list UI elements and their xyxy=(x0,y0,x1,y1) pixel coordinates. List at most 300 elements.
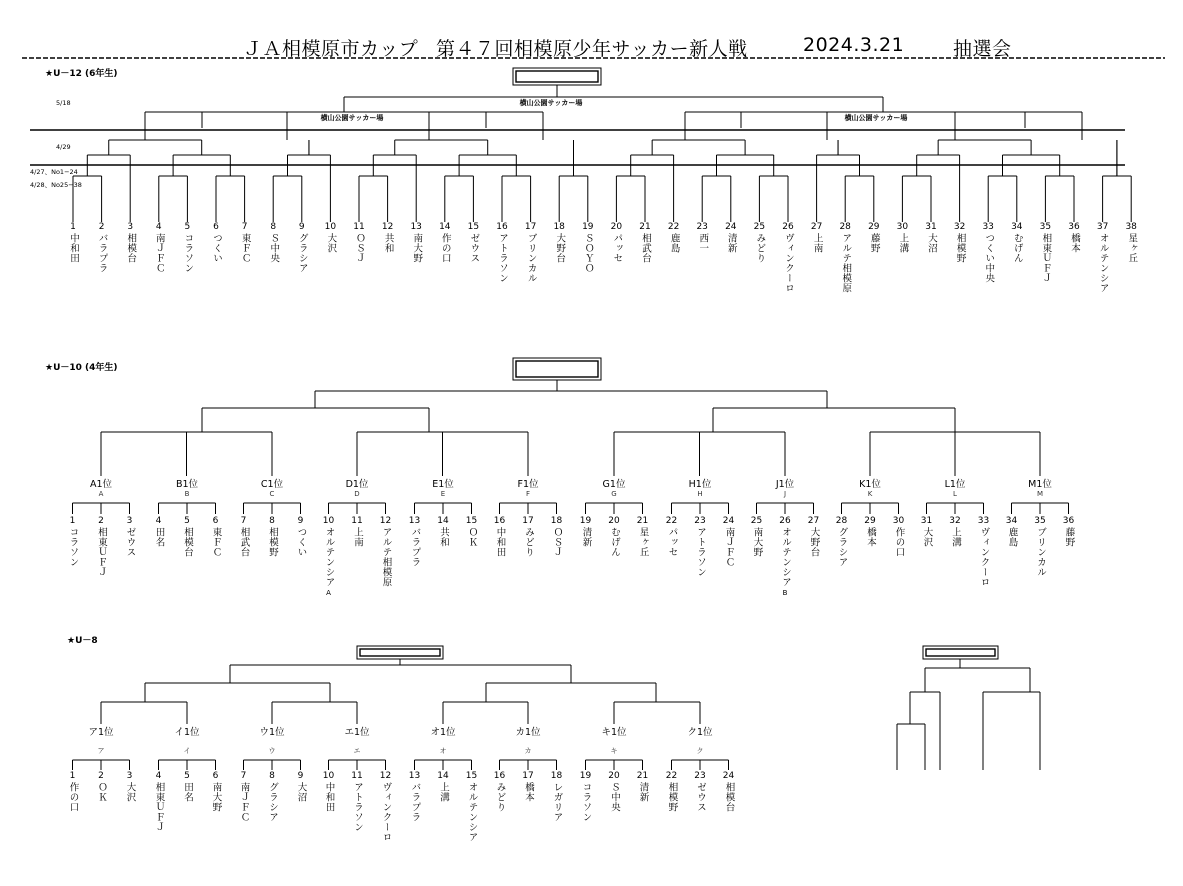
team-entry xyxy=(266,221,280,263)
team-entry xyxy=(1062,515,1076,547)
team-number: 33 xyxy=(977,516,990,526)
team-number: 14 xyxy=(439,222,451,232)
team-name: 鹿島 xyxy=(668,233,680,253)
team-number: 6 xyxy=(212,516,219,526)
team-name: 橋本 xyxy=(523,782,534,802)
team-number: 19 xyxy=(579,771,592,781)
group-winner-label: F1位 xyxy=(517,479,539,490)
group-letter: C xyxy=(269,490,275,498)
team-entry xyxy=(638,221,652,263)
team-entry xyxy=(579,770,593,822)
team-entry xyxy=(350,770,364,832)
u12-date-final: 5/18 xyxy=(56,99,71,107)
team-name: むげん xyxy=(1011,233,1023,263)
team-name: みどり xyxy=(494,782,506,812)
team-name: 上溝 xyxy=(950,527,961,547)
team-entry xyxy=(579,515,593,547)
team-entry xyxy=(1067,221,1081,253)
team-number: 4 xyxy=(155,516,162,526)
team-name: 作の口 xyxy=(893,527,905,557)
team-name: 作の口 xyxy=(439,233,451,263)
team-entry xyxy=(493,770,507,812)
team-name: 上南 xyxy=(811,233,823,253)
team-entry xyxy=(981,221,995,283)
team-entry xyxy=(636,515,650,557)
group-letter: F xyxy=(525,490,531,498)
team-number: 35 xyxy=(1039,222,1052,232)
team-entry xyxy=(322,515,336,599)
team-name: グラシア xyxy=(296,233,308,273)
page-title xyxy=(0,34,1183,58)
team-number: 13 xyxy=(408,516,421,526)
group-winner-label: K1位 xyxy=(859,479,881,490)
team-name: 藤野 xyxy=(868,233,880,253)
team-number: 24 xyxy=(722,516,735,526)
team-entry xyxy=(265,770,279,822)
team-entry xyxy=(237,770,251,822)
team-entry xyxy=(552,221,566,263)
team-number: 23 xyxy=(696,222,708,232)
team-entry xyxy=(521,515,535,557)
team-number: 28 xyxy=(835,516,848,526)
team-name: オルテンシア xyxy=(1097,233,1109,293)
team-name: バラプラ xyxy=(409,782,421,822)
team-entry xyxy=(123,221,137,263)
team-entry xyxy=(294,515,308,557)
group-winner-label: A1位 xyxy=(89,479,113,490)
team-entry xyxy=(810,221,824,253)
team-number: 1 xyxy=(69,516,76,526)
team-name: ヴィンクーロ xyxy=(380,782,392,842)
group-letter: イ xyxy=(183,747,191,755)
team-entry xyxy=(550,515,564,557)
team-number: 5 xyxy=(184,771,190,781)
team-entry xyxy=(180,515,194,557)
team-entry xyxy=(977,515,991,587)
team-name: 相模台 xyxy=(182,527,193,557)
team-number: 4 xyxy=(155,771,162,781)
team-entry xyxy=(1005,515,1019,547)
team-entry xyxy=(238,221,252,263)
team-number: 23 xyxy=(694,516,706,526)
team-name: 東ＦＣ xyxy=(210,527,222,557)
team-name: 共和 xyxy=(438,527,449,547)
team-number: 1 xyxy=(70,222,76,232)
team-entry xyxy=(152,515,166,547)
group-winner-label: L1位 xyxy=(944,479,966,490)
team-entry xyxy=(123,515,137,557)
team-name: 中和田 xyxy=(68,233,79,263)
team-name: バラプラ xyxy=(96,233,108,273)
team-number: 2 xyxy=(98,222,105,232)
team-name: 南大野 xyxy=(210,782,222,812)
team-name: 大沢 xyxy=(921,527,933,547)
group-letter: B xyxy=(184,490,190,498)
team-entry xyxy=(66,515,80,567)
team-number: 22 xyxy=(665,771,678,781)
team-name: 南大野 xyxy=(411,233,423,263)
team-name: ブリンカル xyxy=(525,233,537,283)
team-number: 2 xyxy=(98,771,104,781)
group-letter: ウ xyxy=(268,747,276,755)
u8-heading: ★U－8 xyxy=(67,636,98,646)
team-entry xyxy=(752,221,766,263)
team-entry xyxy=(409,221,423,263)
group-winner-label: H1位 xyxy=(688,479,712,490)
team-name: 相東ＵＦＪ xyxy=(153,782,165,832)
group-letter: J xyxy=(783,490,787,498)
u8-side-box xyxy=(923,646,998,659)
team-entry xyxy=(237,515,251,557)
team-name: ヴィンクーロ xyxy=(783,233,794,293)
team-entry xyxy=(863,515,877,547)
team-entry xyxy=(436,770,450,802)
team-name: みどり xyxy=(754,233,766,263)
team-entry xyxy=(94,515,108,577)
team-number: 27 xyxy=(810,222,823,232)
team-name: ヴィンクーロ xyxy=(978,527,990,587)
group-letter: A xyxy=(98,490,104,498)
team-number: 11 xyxy=(353,222,365,232)
team-entry xyxy=(722,770,736,812)
team-name: 大沼 xyxy=(926,233,937,253)
team-entry xyxy=(322,770,336,812)
team-number: 8 xyxy=(269,516,275,526)
team-entry xyxy=(948,515,962,547)
team-number: 36 xyxy=(1062,516,1075,526)
team-number: 33 xyxy=(982,222,994,232)
team-entry xyxy=(152,221,166,273)
team-number: 12 xyxy=(379,771,392,781)
team-entry xyxy=(835,515,849,567)
team-entry xyxy=(693,515,707,577)
team-number: 10 xyxy=(322,516,335,526)
group-letter: G xyxy=(611,490,617,498)
group-letter: K xyxy=(867,490,873,498)
team-entry xyxy=(209,770,223,812)
team-number: 8 xyxy=(270,222,277,232)
team-name: パッセ xyxy=(611,233,623,263)
team-number: 1 xyxy=(69,771,76,781)
team-name: Ｓ中央 xyxy=(268,233,280,263)
team-name: 橋本 xyxy=(1069,233,1080,253)
team-name: Ｓ中央 xyxy=(609,782,620,812)
team-name: グラシア xyxy=(267,782,278,822)
u10-heading: ★U－10 (4年生) xyxy=(45,363,118,373)
team-entry xyxy=(495,221,509,283)
team-name: 相模台 xyxy=(723,782,735,812)
team-entry xyxy=(95,221,109,273)
team-number: 7 xyxy=(240,516,247,526)
team-entry xyxy=(778,515,792,599)
team-number: 15 xyxy=(465,516,478,526)
group-winner-label: カ1位 xyxy=(515,727,541,738)
team-number: 9 xyxy=(297,516,304,526)
team-number: 18 xyxy=(550,771,563,781)
team-entry xyxy=(295,221,309,273)
team-name: つくい xyxy=(295,527,307,557)
u12-venue-semi-right: 横山公園サッカー場 xyxy=(844,114,908,122)
team-number: 34 xyxy=(1011,222,1023,232)
team-name: 清新 xyxy=(580,527,592,547)
team-number: 29 xyxy=(864,516,876,526)
team-number: 18 xyxy=(553,222,565,232)
team-name: 大野台 xyxy=(808,527,820,557)
group-winner-label: ウ1位 xyxy=(259,727,285,738)
team-entry xyxy=(636,770,650,802)
group-winner-label: ア1位 xyxy=(88,727,114,738)
u12-date-round2: 4/29 xyxy=(56,143,71,151)
team-number: 16 xyxy=(493,516,506,526)
team-name: アルテ相模原 xyxy=(380,527,392,587)
group-winner-label: E1位 xyxy=(432,479,454,490)
team-number: 24 xyxy=(722,771,735,781)
team-entry xyxy=(1038,221,1052,283)
team-number: 17 xyxy=(522,516,534,526)
team-name: レガリア xyxy=(551,782,563,822)
team-name: 相模野 xyxy=(954,233,966,263)
team-entry xyxy=(352,221,366,263)
team-entry xyxy=(265,515,279,557)
team-number: 31 xyxy=(925,222,937,232)
team-number: 19 xyxy=(582,222,594,232)
team-name: 星ヶ丘 xyxy=(637,527,649,557)
u12-date-round1a: 4/27、No1−24 xyxy=(30,168,78,176)
u12-venue-final: 横山公園サッカー場 xyxy=(519,99,583,107)
group-letter: H xyxy=(697,490,703,498)
team-name: 大野台 xyxy=(554,233,566,263)
team-number: 2 xyxy=(98,516,104,526)
team-name: みどり xyxy=(523,527,534,557)
team-suffix: A xyxy=(326,589,331,597)
group-letter: カ xyxy=(524,747,532,755)
team-number: 38 xyxy=(1125,222,1137,232)
team-name: コラソン xyxy=(580,782,592,822)
team-name: ＳＯＹＯ xyxy=(582,233,594,273)
team-number: 34 xyxy=(1005,516,1018,526)
team-entry xyxy=(665,515,679,557)
team-number: 16 xyxy=(496,222,508,232)
team-suffix: B xyxy=(782,589,788,597)
team-number: 5 xyxy=(184,516,190,526)
team-name: 藤野 xyxy=(1063,527,1075,547)
team-number: 16 xyxy=(493,771,506,781)
team-number: 11 xyxy=(351,771,363,781)
team-name: 上溝 xyxy=(897,233,909,253)
team-name: 星ヶ丘 xyxy=(1126,233,1138,263)
team-name: 中和田 xyxy=(323,782,335,812)
team-entry xyxy=(94,770,108,802)
team-number: 29 xyxy=(868,222,880,232)
team-name: つくい中央 xyxy=(983,233,995,283)
team-number: 35 xyxy=(1034,516,1046,526)
team-number: 11 xyxy=(351,516,363,526)
team-number: 17 xyxy=(524,222,537,232)
team-entry xyxy=(123,770,137,802)
team-entry xyxy=(66,770,80,812)
group-letter: ク xyxy=(696,747,704,755)
team-number: 8 xyxy=(269,771,275,781)
team-number: 12 xyxy=(381,222,394,232)
group-letter: M xyxy=(1036,490,1044,498)
team-name: オルテンシア xyxy=(323,527,335,587)
team-entry xyxy=(1124,221,1138,263)
team-name: アトラソン xyxy=(352,782,363,832)
team-name: オルテンシア xyxy=(466,782,478,842)
team-number: 30 xyxy=(896,222,909,232)
team-name: 相東ＵＦＪ xyxy=(96,527,107,577)
team-name: 相武台 xyxy=(238,527,250,557)
team-name: つくい xyxy=(211,233,222,263)
team-entry xyxy=(436,515,450,547)
team-number: 22 xyxy=(667,222,680,232)
team-entry xyxy=(867,221,881,253)
team-entry xyxy=(294,770,308,802)
team-entry xyxy=(924,221,938,253)
team-number: 20 xyxy=(610,222,623,232)
team-number: 26 xyxy=(779,516,791,526)
team-name: ＯＳＪ xyxy=(354,233,365,263)
team-entry xyxy=(524,221,538,283)
team-name: コラソン xyxy=(182,233,194,273)
team-name: 西一 xyxy=(697,233,709,253)
team-number: 25 xyxy=(753,222,766,232)
team-name: 南ＪＦＣ xyxy=(153,233,165,273)
group-winner-label: G1位 xyxy=(602,479,626,490)
team-number: 10 xyxy=(322,771,335,781)
team-name: 田名 xyxy=(182,782,193,802)
team-name: 中和田 xyxy=(494,527,506,557)
team-name: 南大野 xyxy=(751,527,763,557)
team-entry xyxy=(1096,221,1110,293)
team-entry xyxy=(493,515,507,557)
u12-venue-semi-left: 横山公園サッカー場 xyxy=(320,114,384,122)
team-number: 15 xyxy=(467,222,480,232)
team-entry xyxy=(381,221,395,253)
team-name: 清新 xyxy=(637,782,649,802)
team-name: 南ＪＦＣ xyxy=(723,527,735,567)
team-entry xyxy=(438,221,452,263)
team-entry xyxy=(465,515,479,547)
team-number: 15 xyxy=(465,771,478,781)
team-name: 鹿島 xyxy=(1006,527,1018,547)
team-entry xyxy=(750,515,764,557)
title-event: 第４７回相模原少年サッカー新人戦 xyxy=(436,38,748,60)
team-name: 相模野 xyxy=(666,782,678,812)
team-number: 3 xyxy=(127,222,134,232)
team-name: ＯＫ xyxy=(466,527,478,547)
team-number: 22 xyxy=(665,516,678,526)
team-number: 6 xyxy=(213,222,219,232)
team-number: 26 xyxy=(782,222,794,232)
team-entry xyxy=(379,770,393,842)
team-name: 相模野 xyxy=(267,527,278,557)
team-entry xyxy=(209,515,223,557)
team-number: 20 xyxy=(608,771,620,781)
group-letter: キ xyxy=(610,747,618,755)
team-number: 32 xyxy=(953,222,966,232)
team-name: 田名 xyxy=(153,527,165,547)
team-name: オルテンシア xyxy=(780,527,791,587)
group-letter: E xyxy=(440,490,446,498)
team-number: 7 xyxy=(240,771,247,781)
group-winner-label: オ1位 xyxy=(430,727,456,738)
team-name: アトラソン xyxy=(497,233,508,283)
title-date: 2024.3.21 xyxy=(803,34,905,56)
team-name: 大沢 xyxy=(124,782,136,802)
team-entry xyxy=(66,221,80,263)
team-name: グラシア xyxy=(836,527,848,567)
team-number: 21 xyxy=(639,222,651,232)
team-number: 5 xyxy=(184,222,191,232)
team-number: 20 xyxy=(608,516,620,526)
team-number: 18 xyxy=(550,516,563,526)
group-winner-label: B1位 xyxy=(175,479,199,490)
team-name: 清新 xyxy=(725,233,737,253)
group-winner-label: C1位 xyxy=(260,479,284,490)
group-winner-label: M1位 xyxy=(1028,479,1052,490)
team-entry xyxy=(920,515,934,547)
u8-champion-box xyxy=(357,646,443,659)
team-entry xyxy=(152,770,166,832)
team-entry xyxy=(323,221,337,253)
team-name: 橋本 xyxy=(865,527,876,547)
team-entry xyxy=(724,221,738,253)
team-entry xyxy=(895,221,909,253)
team-entry xyxy=(521,770,535,802)
team-name: 相東ＵＦＪ xyxy=(1040,233,1052,283)
team-entry xyxy=(607,770,621,812)
team-entry xyxy=(550,770,564,822)
team-number: 9 xyxy=(298,222,305,232)
team-name: 相模台 xyxy=(125,233,137,263)
team-number: 7 xyxy=(241,222,248,232)
team-number: 3 xyxy=(126,771,133,781)
team-number: 30 xyxy=(892,516,905,526)
team-name: 上溝 xyxy=(438,782,449,802)
team-number: 21 xyxy=(636,516,649,526)
team-entry xyxy=(953,221,967,263)
team-number: 23 xyxy=(694,771,706,781)
team-name: ブリンカル xyxy=(1035,527,1046,577)
team-number: 28 xyxy=(839,222,851,232)
team-number: 37 xyxy=(1096,222,1109,232)
team-entry xyxy=(665,770,679,812)
team-entry xyxy=(350,515,364,547)
team-number: 13 xyxy=(408,771,421,781)
team-entry xyxy=(408,515,422,567)
team-entry xyxy=(209,221,223,263)
team-name: むげん xyxy=(609,527,620,557)
team-name: ＯＳＪ xyxy=(551,527,563,557)
team-number: 31 xyxy=(920,516,933,526)
team-entry xyxy=(1033,515,1047,577)
team-number: 13 xyxy=(410,222,422,232)
group-winner-label: エ1位 xyxy=(344,727,370,738)
team-entry xyxy=(695,221,709,253)
group-letter: ア xyxy=(97,747,105,755)
team-number: 14 xyxy=(437,516,449,526)
team-name: ゼウス xyxy=(695,782,706,812)
team-name: コラソン xyxy=(67,527,79,567)
team-entry xyxy=(466,221,480,263)
group-winner-label: イ1位 xyxy=(174,727,200,738)
team-entry xyxy=(807,515,821,557)
team-entry xyxy=(892,515,906,557)
team-number: 4 xyxy=(155,222,162,232)
team-entry xyxy=(607,515,621,557)
team-number: 32 xyxy=(949,516,961,526)
